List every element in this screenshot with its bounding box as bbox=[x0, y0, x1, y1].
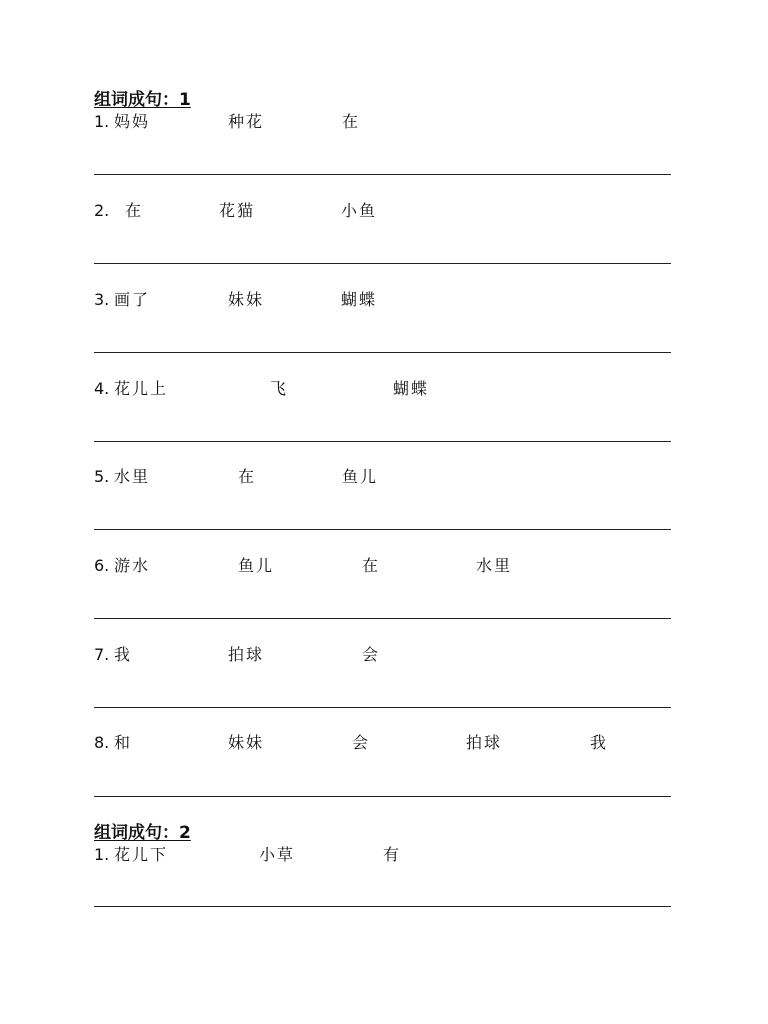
section-title-1: 组词成句：1 bbox=[94, 90, 191, 110]
question-number: 5. bbox=[94, 467, 110, 486]
answer-line[interactable] bbox=[94, 529, 671, 530]
question-number: 6. bbox=[94, 556, 110, 575]
word-tile: 妹妹 bbox=[228, 290, 265, 309]
word-tile: 拍球 bbox=[466, 733, 503, 752]
word-tile: 游水 bbox=[114, 556, 151, 575]
word-tile: 我 bbox=[114, 645, 133, 664]
answer-line[interactable] bbox=[94, 174, 671, 175]
word-tile: 在 bbox=[342, 112, 361, 131]
word-tile: 在 bbox=[125, 201, 144, 220]
question-2-1 bbox=[0, 844, 768, 866]
question-1-5 bbox=[0, 466, 768, 488]
word-tile: 有 bbox=[383, 845, 402, 864]
question-number: 8. bbox=[94, 733, 110, 752]
word-tile: 在 bbox=[238, 467, 257, 486]
answer-line[interactable] bbox=[94, 441, 671, 442]
question-number: 2. bbox=[94, 201, 110, 220]
word-tile: 鱼儿 bbox=[342, 467, 379, 486]
word-tile: 妈妈 bbox=[114, 112, 151, 131]
question-1-8 bbox=[0, 732, 768, 754]
word-tile: 花儿上 bbox=[114, 379, 169, 398]
word-tile: 会 bbox=[352, 733, 371, 752]
question-1-2 bbox=[0, 200, 768, 222]
question-number: 1. bbox=[94, 845, 110, 864]
word-tile: 拍球 bbox=[228, 645, 265, 664]
word-tile: 我 bbox=[590, 733, 609, 752]
word-tile: 在 bbox=[362, 556, 381, 575]
question-number: 4. bbox=[94, 379, 110, 398]
question-number: 3. bbox=[94, 290, 110, 309]
word-tile: 妹妹 bbox=[228, 733, 265, 752]
answer-line[interactable] bbox=[94, 707, 671, 708]
word-tile: 和 bbox=[114, 733, 133, 752]
word-tile: 种花 bbox=[228, 112, 265, 131]
word-tile: 花猫 bbox=[219, 201, 256, 220]
word-tile: 会 bbox=[362, 645, 381, 664]
word-tile: 画了 bbox=[114, 290, 151, 309]
question-1-3 bbox=[0, 289, 768, 311]
question-number: 7. bbox=[94, 645, 110, 664]
answer-line[interactable] bbox=[94, 618, 671, 619]
word-tile: 小草 bbox=[259, 845, 296, 864]
word-tile: 蝴蝶 bbox=[341, 290, 378, 309]
section-title-2: 组词成句：2 bbox=[94, 823, 191, 843]
word-tile: 飞 bbox=[270, 379, 289, 398]
question-number: 1. bbox=[94, 112, 110, 131]
answer-line[interactable] bbox=[94, 796, 671, 797]
answer-line[interactable] bbox=[94, 263, 671, 264]
word-tile: 鱼儿 bbox=[238, 556, 275, 575]
word-tile: 蝴蝶 bbox=[393, 379, 430, 398]
question-1-4 bbox=[0, 378, 768, 400]
answer-line[interactable] bbox=[94, 352, 671, 353]
answer-line[interactable] bbox=[94, 906, 671, 907]
question-1-1 bbox=[0, 111, 768, 133]
word-tile: 花儿下 bbox=[114, 845, 169, 864]
word-tile: 水里 bbox=[114, 467, 151, 486]
word-tile: 小鱼 bbox=[341, 201, 378, 220]
question-1-7 bbox=[0, 644, 768, 666]
word-tile: 水里 bbox=[476, 556, 513, 575]
question-1-6 bbox=[0, 555, 768, 577]
